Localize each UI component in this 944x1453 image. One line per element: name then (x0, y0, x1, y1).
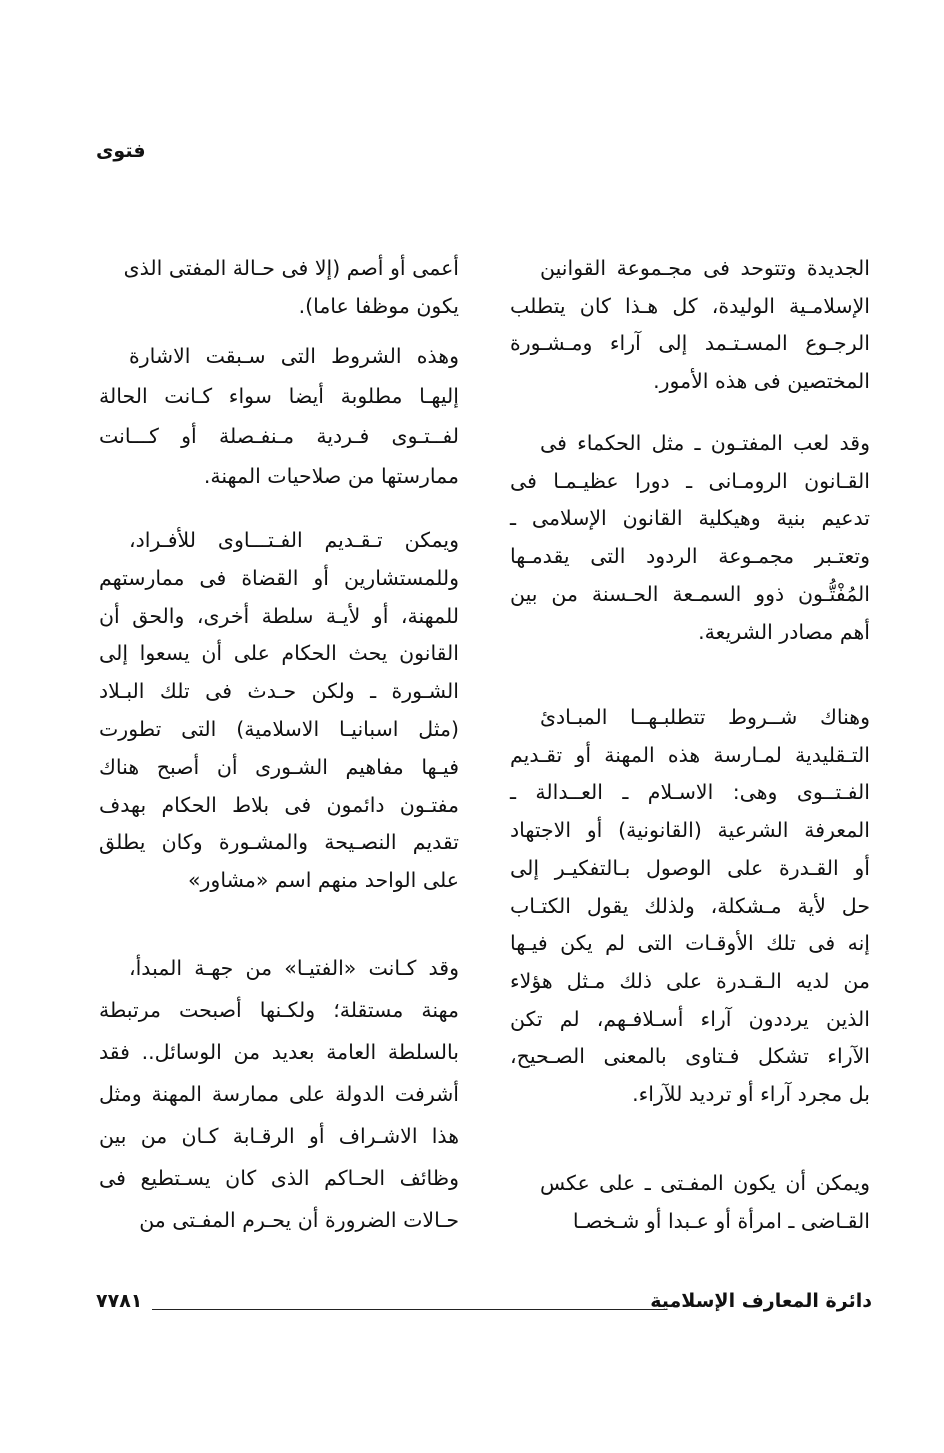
text-line: الشـورة ـ ولكن حـدث فى تلك البـلاد (99, 679, 459, 704)
text-line: الجديدة وتتوحد فى مجـموعة القوانين (540, 256, 870, 280)
text-line: وقد كـانت «الفتيـا» من جهـة المبدأ، (129, 956, 459, 980)
text-line: الآراء تشكل فـتاوى بالمعنى الصـحيح، (510, 1044, 870, 1069)
text-line: المختصين فى هذه الأمور. (653, 369, 870, 394)
text-line: فيـها مفاهيم الشـورى أن أصبح هناك (99, 754, 459, 779)
text-line: وقد لعب المفتـون ـ مثل الحكماء فى (540, 431, 870, 455)
text-line: القانون يحث الحكام على أن يسعوا إلى (99, 641, 459, 666)
text-line: ويمكن تـقـديم الفـتـــاوى للأفـراد، (129, 528, 459, 552)
text-line: وللمستشارين أو القضاة فى ممارستهم (99, 565, 459, 590)
text-line: أعمى أو أصم (إلا فى حـالة المفتى الذى (123, 256, 459, 280)
text-line: هذا الاشـراف أو الرقـابة كـان من بين (99, 1124, 459, 1148)
text-line: إليهـا مطلوبة أيضا سواء كـانت الحالة (99, 384, 459, 408)
text-line: تقديم النصـيحة والمشـورة وكان يطلق (99, 830, 459, 855)
page-number: ٧٧٨١ (96, 1290, 143, 1312)
text-line: الإسلامـية الوليدة، كل هـذا كان يتطلب (510, 293, 870, 318)
text-line: الرجـوع المسـتـمد إلى آراء ومـشـورة (510, 331, 870, 356)
text-line: إنه فى تلك الأوقـات التى لم يكن فيـها (510, 931, 870, 956)
text-line: وهناك شــروط تتطلبـهــا المبـادئ (540, 705, 870, 729)
text-line: وهذه الشروط التى سـبقت الاشارة (129, 344, 459, 368)
text-line: بالسلطة العامة بعديد من الوسائل.. فقد (99, 1040, 459, 1064)
footer-publication-title: دائرة المعارف الإسلامية (650, 1290, 872, 1312)
text-line: وتعتـبر مجمـوعة الردود التى يقدمـها (510, 544, 870, 569)
text-line: مفتـون دائمون فى بلاط الحكام بهدف (99, 792, 459, 817)
text-line: بل مجرد آراء أو ترديد للآراء. (632, 1082, 870, 1106)
text-line: الذين يرددون آراء أسـلافـهم، لم تكن (510, 1006, 870, 1031)
text-line: للمهنة، أو لأيـة سلطة أخرى، والحق أن (99, 603, 459, 628)
text-line: المعرفة الشرعية (القانونية) أو الاجتهاد (510, 818, 870, 843)
text-line: على الواحد منهم اسم «مشاور» (187, 868, 459, 893)
text-line: القـاضى ـ امرأة أو عـبدا أو شـخصـا (572, 1208, 870, 1233)
text-line: يكون موظفا عاما). (298, 294, 459, 318)
text-line: التـقليدية لمـارسة هذه المهنة أو تقـديم (510, 742, 870, 767)
text-line: أشرفت الدولة على ممارسة المهنة ومثل (99, 1082, 459, 1106)
text-line: ويمكن أن يكون المفـتى ـ على عكس (540, 1171, 870, 1195)
running-head-title: فتوى (96, 140, 146, 162)
text-line: تدعيم بنية وهيكلية القانون الإسلامى ـ (510, 506, 870, 531)
text-line: الفـتــوى وهى: الاسـلام ـ العــدالة ـ (510, 780, 870, 805)
text-line: حل لأية مـشكلة، ولذلك يقول الكتـاب (510, 893, 870, 918)
text-line: ممارستها من صلاحيات المهنة. (203, 464, 459, 488)
footer-divider (152, 1309, 667, 1310)
text-line: أهم مصادر الشريعة. (698, 619, 870, 644)
text-line: لفــتـوى فـردية مـنفـصلة أو كـــانت (99, 424, 459, 448)
text-line: القـانون الرومـانى ـ دورا عظيـمـا فى (510, 468, 870, 493)
text-line: مهنة مستقلة؛ ولكـنها أصبحت مرتبطة (99, 998, 459, 1022)
text-line: المُفْتُّـون ذوو السمـعة الحـسنة من بين (510, 581, 870, 606)
text-line: أو القـدرة على الوصول بـالتفكيـر إلى (510, 855, 870, 880)
text-line: وظائف الحـاكم الذى كان يسـتطيع فى (99, 1166, 459, 1190)
text-line: من لديه الـقـدرة على ذلك مـثل هؤلاء (510, 968, 870, 993)
text-line: حـالات الضرورة أن يحـرم المفـتى من (139, 1208, 459, 1232)
text-line: (مثل اسبانيـا الاسلامية) التى تطورت (99, 717, 459, 741)
